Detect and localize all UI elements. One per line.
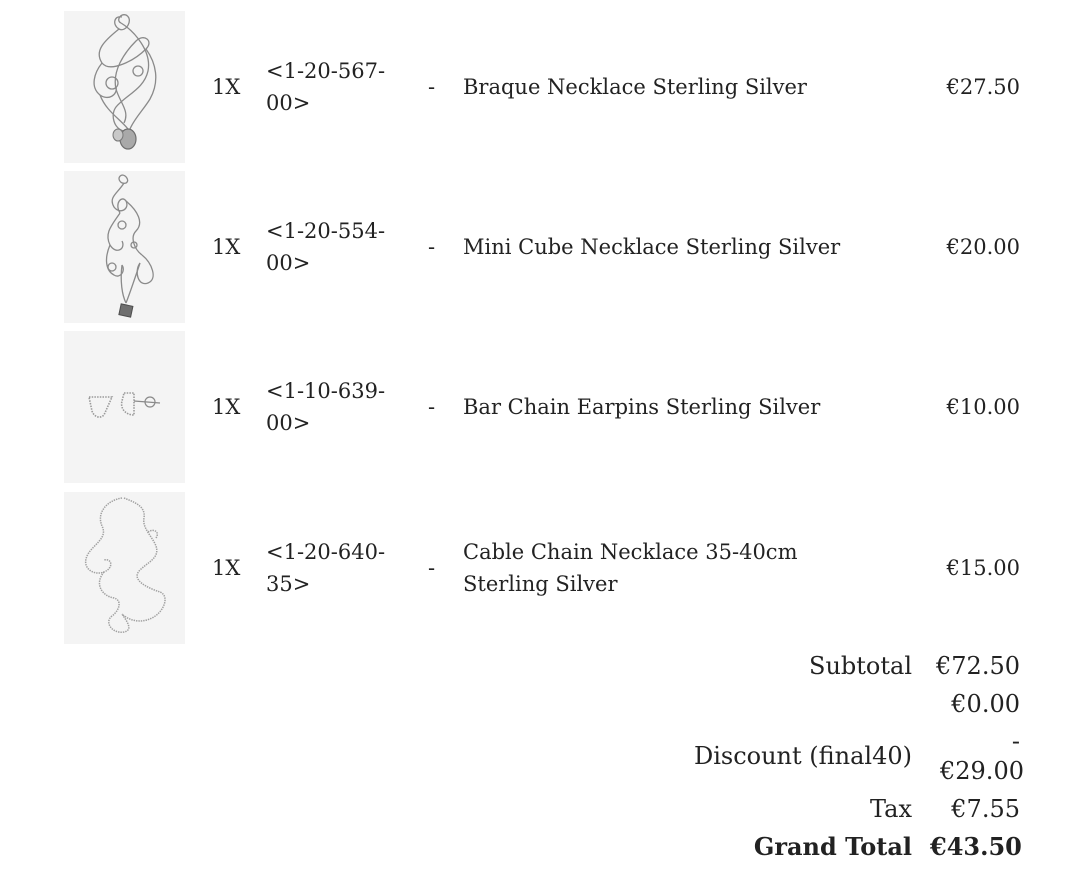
earpins-icon [64,331,185,483]
item-sku: <1-10-639-00> [266,379,386,435]
item-sku: <1-20-554-00> [266,219,386,275]
item-separator: - [428,235,436,259]
item-quantity: 1X [212,235,241,259]
item-sku: <1-20-567-00> [266,59,386,115]
item-quantity: 1X [212,395,241,419]
item-name[interactable]: Braque Necklace Sterling Silver [463,75,807,99]
item-name[interactable]: Cable Chain Necklace 35-40cm Sterling Silver [463,540,798,596]
product-image[interactable] [64,11,185,163]
item-quantity: 1X [212,556,241,580]
order-item-row [0,492,1080,644]
item-price: €10.00 [946,395,1020,419]
item-name[interactable]: Bar Chain Earpins Sterling Silver [463,395,821,419]
order-item-row [0,11,1080,163]
tax-label: Tax [870,795,912,823]
grand-total-value: €43.50 [930,832,1022,861]
order-item-row [0,331,1080,483]
order-item-row [0,171,1080,323]
shipping-value: €0.00 [951,690,1020,718]
product-image[interactable] [64,331,185,483]
item-separator: - [428,556,436,580]
item-separator: - [428,75,436,99]
item-name[interactable]: Mini Cube Necklace Sterling Silver [463,235,841,259]
item-sku: <1-20-640-35> [266,540,386,596]
item-price: €15.00 [946,556,1020,580]
discount-label: Discount (final40) [693,742,912,770]
tax-value: €7.55 [951,795,1020,823]
item-price: €20.00 [946,235,1020,259]
discount-value: -€29.00 [940,727,1024,785]
subtotal-label: Subtotal [809,652,912,680]
subtotal-value: €72.50 [936,652,1020,680]
item-price: €27.50 [946,75,1020,99]
necklace-cube-icon [64,171,185,323]
item-separator: - [428,395,436,419]
necklace-pendant-icon [64,11,185,163]
grand-total-label: Grand Total [753,832,912,861]
product-image[interactable] [64,171,185,323]
chain-necklace-icon [64,492,185,644]
item-quantity: 1X [212,75,241,99]
product-image[interactable] [64,492,185,644]
